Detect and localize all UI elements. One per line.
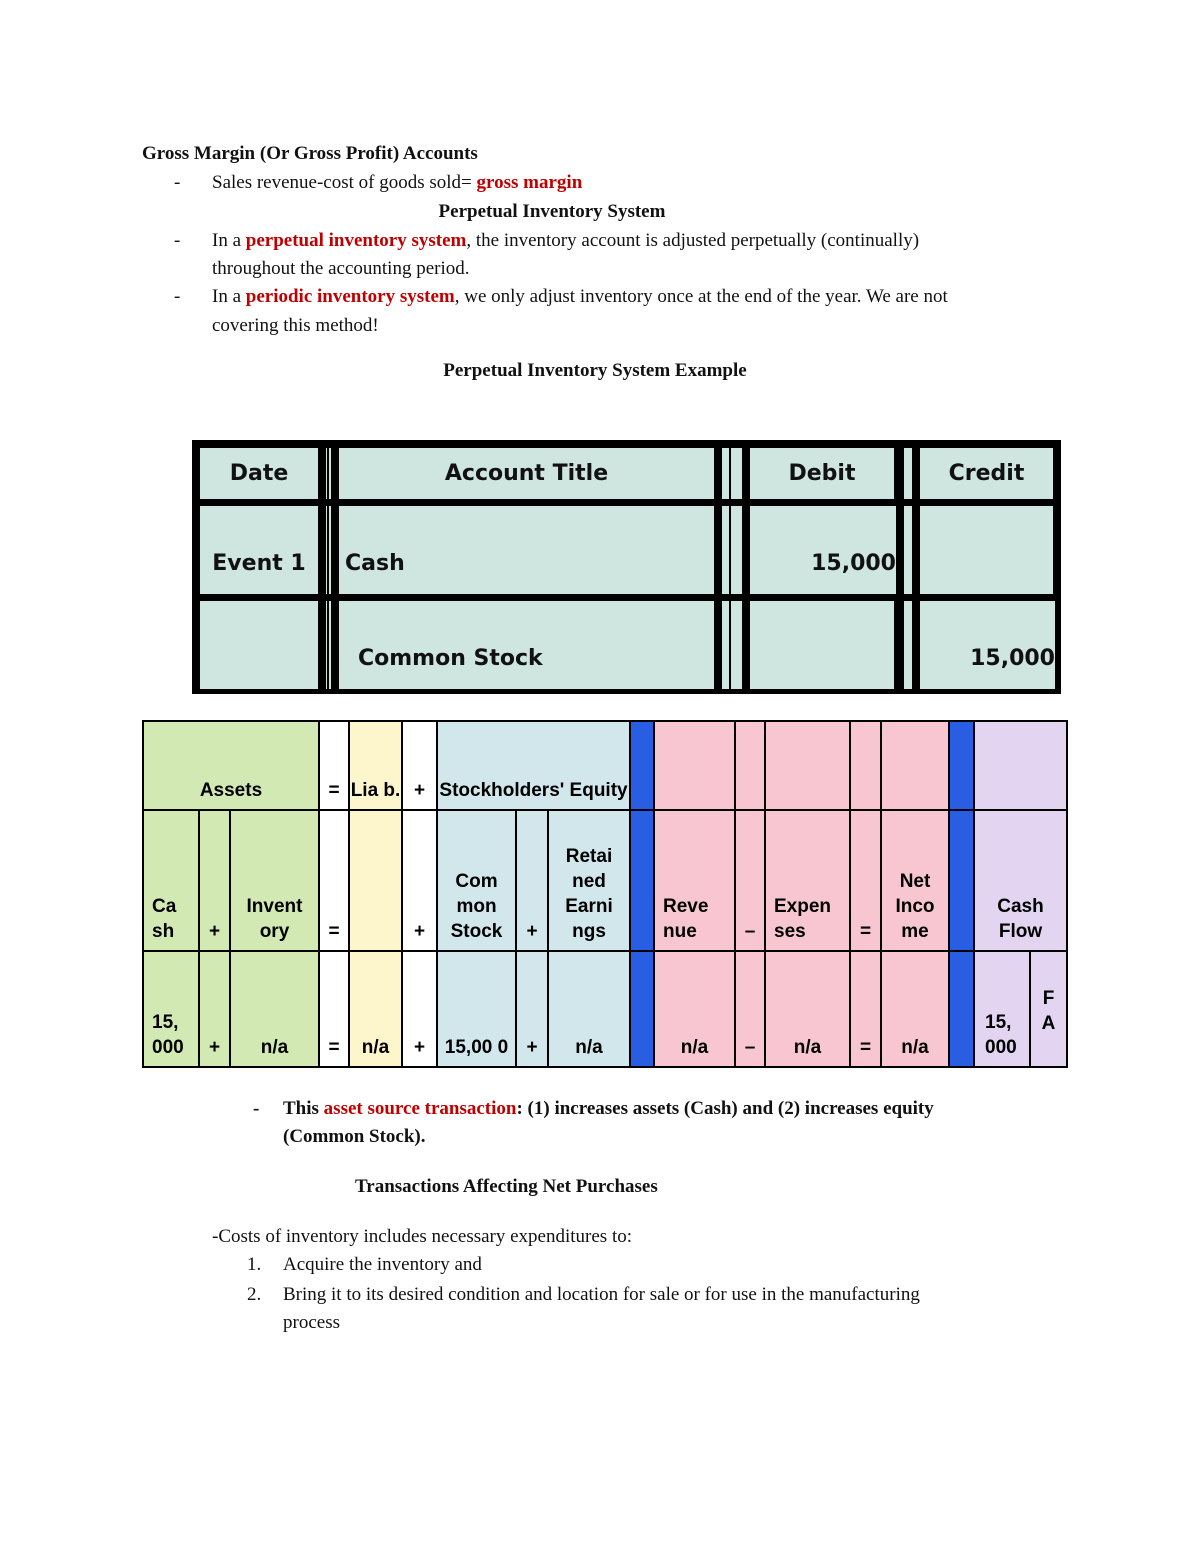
bullet-line: throughout the accounting period. xyxy=(212,258,470,279)
col-common-stock: Com mon Stock xyxy=(436,809,517,952)
col-equals: = xyxy=(318,809,350,952)
bullet-text: In a xyxy=(212,286,246,307)
header-equals: = xyxy=(318,720,350,811)
list-number: 2. xyxy=(247,1284,262,1305)
section-divider xyxy=(629,720,655,811)
header-blank xyxy=(734,720,766,811)
col-revenue: Reve nue xyxy=(653,809,736,952)
value-equals: = xyxy=(318,950,350,1068)
column-rule xyxy=(729,444,731,690)
value-plus: + xyxy=(515,950,549,1068)
journal-cell-account: Cash xyxy=(339,506,714,594)
journal-header-account: Account Title xyxy=(339,448,714,499)
section-divider xyxy=(629,809,655,952)
note-text: This xyxy=(283,1098,324,1119)
bullet-dash: - xyxy=(174,230,181,251)
column-rule xyxy=(902,444,904,690)
journal-cell-debit xyxy=(750,601,894,689)
highlight-term: gross margin xyxy=(476,172,583,193)
value-plus: + xyxy=(401,950,438,1068)
value-plus: + xyxy=(198,950,231,1068)
bullet-periodic-system xyxy=(212,286,1112,308)
header-blank xyxy=(849,720,882,811)
value-cash: 15, 000 xyxy=(142,950,200,1068)
bullet-gross-margin xyxy=(212,172,582,194)
example-heading: Perpetual Inventory System Example xyxy=(443,360,747,381)
bullet-dash: - xyxy=(174,286,181,307)
value-net-income: n/a xyxy=(880,950,950,1068)
journal-header-credit: Credit xyxy=(920,448,1053,499)
column-divider xyxy=(722,601,742,689)
journal-cell-date xyxy=(200,601,318,689)
section-divider xyxy=(948,950,975,1068)
column-divider xyxy=(722,448,742,499)
section-divider xyxy=(948,720,975,811)
value-revenue: n/a xyxy=(653,950,736,1068)
journal-cell-debit: 15,000 xyxy=(750,506,896,594)
note-text: : (1) increases assets (Cash) and (2) increases equity xyxy=(516,1098,934,1119)
col-minus: – xyxy=(734,809,766,952)
statements-model-table xyxy=(142,720,1068,1068)
section-divider xyxy=(629,950,655,1068)
value-retained-earnings: n/a xyxy=(547,950,631,1068)
subheading-perpetual: Perpetual Inventory System xyxy=(438,201,666,222)
note-asset-source xyxy=(283,1098,1083,1120)
value-common-stock: 15,00 0 xyxy=(436,950,517,1068)
column-rule xyxy=(327,444,329,690)
value-minus: – xyxy=(734,950,766,1068)
col-plus: + xyxy=(198,809,231,952)
col-equals: = xyxy=(849,809,882,952)
header-liabilities: Lia b. xyxy=(348,720,403,811)
header-assets: Assets xyxy=(142,720,320,811)
journal-cell-credit xyxy=(920,506,1053,594)
journal-cell-date: Event 1 xyxy=(200,506,318,594)
col-plus: + xyxy=(515,809,549,952)
bullet-text: Sales revenue-cost of goods sold= xyxy=(212,172,477,193)
bullet-line: covering this method! xyxy=(212,315,379,336)
journal-cell-account: Common Stock xyxy=(339,601,714,689)
note-line: (Common Stock). xyxy=(283,1126,426,1147)
bullet-dash: - xyxy=(253,1098,260,1119)
bullet-text: , the inventory account is adjusted perpetually (continually) xyxy=(466,230,920,251)
header-plus: + xyxy=(401,720,438,811)
header-blank xyxy=(880,720,950,811)
bullet-perpetual-system xyxy=(212,230,1092,252)
bullet-text: , we only adjust inventory once at the end of the year. We are not xyxy=(454,286,948,307)
col-liabilities xyxy=(348,809,403,952)
purchases-heading: Transactions Affecting Net Purchases xyxy=(355,1176,658,1197)
header-stockholders-equity: Stockholders' Equity xyxy=(436,720,631,811)
journal-header-date: Date xyxy=(200,448,318,499)
highlight-term: asset source transaction xyxy=(323,1098,517,1119)
highlight-term: periodic inventory system xyxy=(245,286,455,307)
journal-entry-table xyxy=(192,440,1061,694)
col-plus: + xyxy=(401,809,438,952)
column-divider xyxy=(722,506,742,594)
value-inventory: n/a xyxy=(229,950,320,1068)
list-item-continuation: process xyxy=(283,1312,340,1333)
value-liabilities: n/a xyxy=(348,950,403,1068)
bullet-text: In a xyxy=(212,230,246,251)
bullet-dash: - xyxy=(174,172,181,193)
header-blank xyxy=(764,720,851,811)
journal-header-debit: Debit xyxy=(750,448,894,499)
value-cash-flow: 15, 000 xyxy=(973,950,1031,1068)
section-heading-gross-margin: Gross Margin (Or Gross Profit) Accounts xyxy=(142,143,478,164)
col-cash: Ca sh xyxy=(142,809,200,952)
section-divider xyxy=(948,809,975,952)
list-item: Bring it to its desired condition and location for sale or for use in the manufacturing xyxy=(283,1284,920,1305)
list-number: 1. xyxy=(247,1254,262,1275)
header-blank xyxy=(653,720,736,811)
col-net-income: Net Inco me xyxy=(880,809,950,952)
col-expenses: Expen ses xyxy=(764,809,851,952)
col-inventory: Invent ory xyxy=(229,809,320,952)
journal-cell-credit: 15,000 xyxy=(920,601,1055,689)
value-cash-flow-type: F A xyxy=(1029,950,1068,1068)
value-expenses: n/a xyxy=(764,950,851,1068)
col-retained-earnings: Retai ned Earni ngs xyxy=(547,809,631,952)
header-blank xyxy=(973,720,1068,811)
value-equals: = xyxy=(849,950,882,1068)
col-cash-flow: Cash Flow xyxy=(973,809,1068,952)
highlight-term: perpetual inventory system xyxy=(245,230,467,251)
purchases-intro: -Costs of inventory includes necessary expenditures to: xyxy=(212,1226,633,1247)
list-item: Acquire the inventory and xyxy=(283,1254,482,1275)
